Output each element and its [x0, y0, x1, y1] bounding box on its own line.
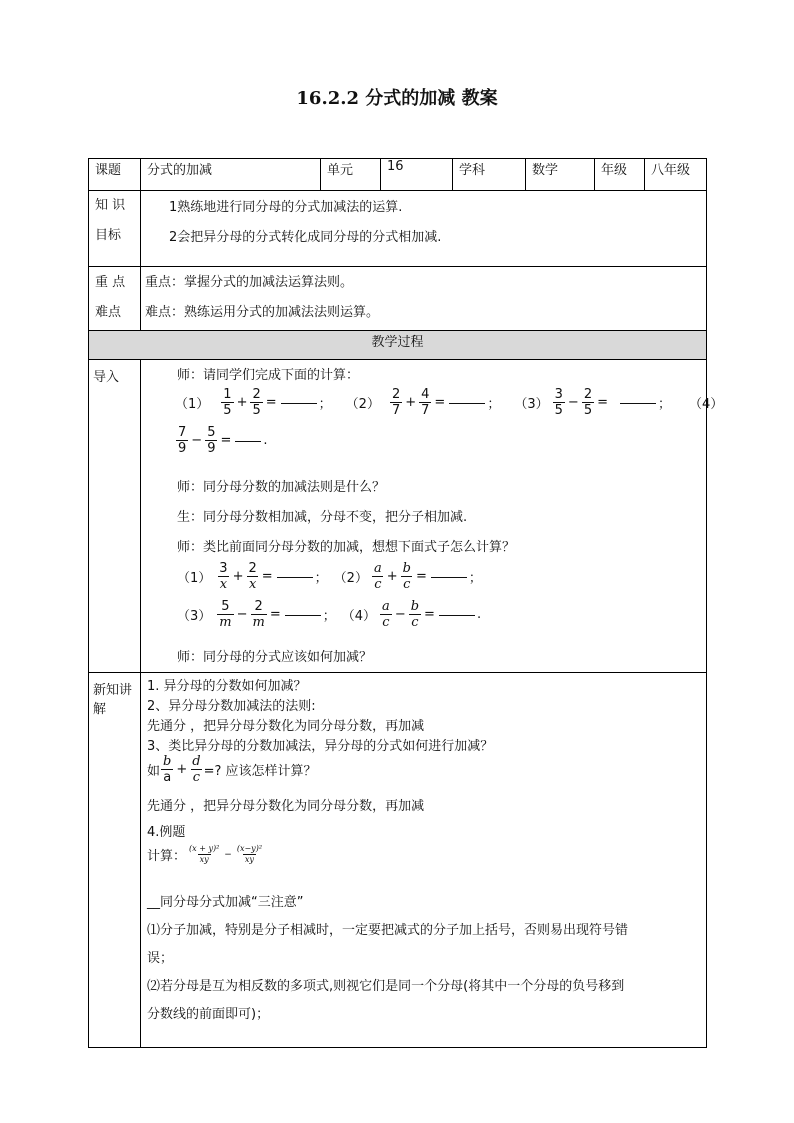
exercise-line-2: $\frac{7}{9}$ − $\frac{5}{9}$ = . [178, 425, 268, 456]
question-3: 师：同分母的分式应该如何加减？ [177, 650, 373, 665]
subject-value: 数学 [526, 159, 595, 191]
new-knowledge-label: 新知讲解 [89, 673, 141, 1048]
exercise-line-1: （1） $\frac{1}{5}$ + $\frac{2}{5}$ = ； （2） $\frac{2}{7}$ + $\frac{4}{7}$ = ； （3） $\frac{3}{5}$ − $\frac{2}{5}$ = ； （4） [175, 387, 724, 418]
fraction: $\frac{1}{5}$ [223, 387, 232, 418]
answer-blank [285, 614, 321, 616]
grade-label: 年级 [595, 159, 645, 191]
answer-1: 生：同分母分数相加减，分母不变，把分子相加减. [177, 510, 468, 525]
nk-line: 分数线的前面即可)； [147, 1007, 270, 1022]
fraction: $\frac{\text{(x−y)²}}{xy}$ [236, 844, 263, 864]
nk-line: ⑵若分母是互为相反数的多项式,则视它们是同一个分母(将其中一个分母的负号移到 [147, 979, 625, 994]
answer-blank [235, 440, 261, 442]
nk-line: __同分母分式加减“三注意” [147, 895, 304, 910]
lesson-plan-table [88, 158, 724, 1048]
goals-content [141, 191, 707, 267]
fraction-exercise-line-2: （3） $\frac{5}{m}$ − $\frac{2}{m}$ = ； （4） $\frac{a}{c}$ − $\frac{b}{c}$ = . [177, 599, 482, 630]
fraction: $\frac{3}{5}$ [554, 387, 563, 418]
grade-value: 八年级 [645, 159, 707, 191]
header-row [89, 159, 707, 191]
process-title: 教学过程 [89, 331, 707, 360]
nk-line: 3、类比异分母的分数加减法，异分母的分式如何进行加减？ [147, 739, 494, 754]
fraction: $\frac{a}{c}$ [373, 561, 382, 592]
answer-blank [449, 402, 485, 404]
key-points-label: 重 点 难点 [89, 267, 141, 331]
nk-line: 2、异分母分数加减法的法则: [147, 699, 316, 714]
fraction: $\frac{3}{x}$ [219, 561, 228, 592]
question-1: 师：同分母分数的加减法则是什么？ [177, 480, 386, 495]
important-point: 重点：掌握分式的加减法运算法则。 [145, 275, 354, 290]
fraction: $\frac{b}{c}$ [410, 599, 420, 630]
fraction: $\frac{d}{c}$ [192, 754, 201, 785]
fraction: $\frac{b}{c}$ [402, 561, 411, 592]
nk-line: 1. 异分母的分数如何加减？ [147, 679, 307, 694]
question-2: 师：类比前面同分母分数的加减，想想下面式子怎么计算？ [177, 540, 516, 555]
topic-value: 分式的加减 [141, 159, 321, 191]
process-header-row [89, 331, 707, 360]
fraction: $\frac{2}{x}$ [248, 561, 257, 592]
nk-line: ⑴分子加减，特别是分子相减时，一定要把减式的分子加上括号，否则易出现符号错 [147, 923, 629, 938]
answer-blank [439, 614, 475, 616]
key-points-row [89, 267, 707, 331]
goal-item: 2会把异分母的分式转化成同分母的分式相加减. [169, 230, 442, 245]
fraction: $\frac{b}{a}$ [163, 754, 172, 785]
topic-label: 课题 [89, 159, 141, 191]
answer-blank [620, 402, 656, 404]
nk-example-formula: 如 $\frac{b}{a}$ + $\frac{d}{c}$ =? 应该怎样计算？ [147, 754, 317, 785]
new-knowledge-row [89, 673, 707, 1048]
answer-blank [277, 576, 313, 578]
nk-line: 4.例题 [147, 825, 186, 840]
fraction: $\frac{a}{c}$ [382, 599, 390, 630]
difficult-point: 难点：熟练运用分式的加减法法则运算。 [145, 305, 380, 320]
answer-blank [281, 402, 317, 404]
key-points-content [141, 267, 707, 331]
intro-content [141, 360, 724, 673]
nk-line: 先通分 ，把异分母分数化为同分母分数，再加减 [147, 799, 425, 814]
subject-label: 学科 [453, 159, 526, 191]
goals-row [89, 191, 707, 267]
fraction-exercise-line-1: （1） $\frac{3}{x}$ + $\frac{2}{x}$ = ； （2） $\frac{a}{c}$ + $\frac{b}{c}$ = ； [177, 561, 482, 592]
fraction: $\frac{4}{7}$ [421, 387, 430, 418]
fraction: $\frac{5}{m}$ [219, 599, 232, 630]
nk-line: 先通分 ，把异分母分数化为同分母分数，再加减 [147, 719, 425, 734]
fraction: $\frac{\text{(x + y)²}}{xy}$ [189, 844, 220, 864]
fraction: $\frac{7}{9}$ [178, 425, 187, 456]
fraction: $\frac{2}{5}$ [583, 387, 593, 418]
unit-label: 单元 [321, 159, 381, 191]
fraction: $\frac{2}{m}$ [252, 599, 265, 630]
nk-line: 误； [147, 951, 174, 966]
intro-prompt: 师：请同学们完成下面的计算： [177, 368, 360, 383]
unit-value: 16 [381, 159, 453, 191]
fraction: $\frac{2}{5}$ [252, 387, 261, 418]
goals-label: 知 识 目标 [89, 191, 141, 267]
new-knowledge-content [141, 673, 707, 1048]
goal-item: 1熟练地进行同分母的分式加减法的运算. [169, 200, 403, 215]
intro-row [89, 360, 707, 673]
answer-blank [431, 576, 467, 578]
intro-label: 导入 [89, 360, 141, 673]
nk-calc-formula: 计算： $\frac{\text{(x + y)²}}{xy}$ − $\frac{\text{(x−y)²}}{xy}$ [147, 844, 263, 864]
page-title: 16.2.2 分式的加减 教案 [296, 88, 498, 109]
fraction: $\frac{2}{7}$ [391, 387, 401, 418]
fraction: $\frac{5}{9}$ [207, 425, 216, 456]
